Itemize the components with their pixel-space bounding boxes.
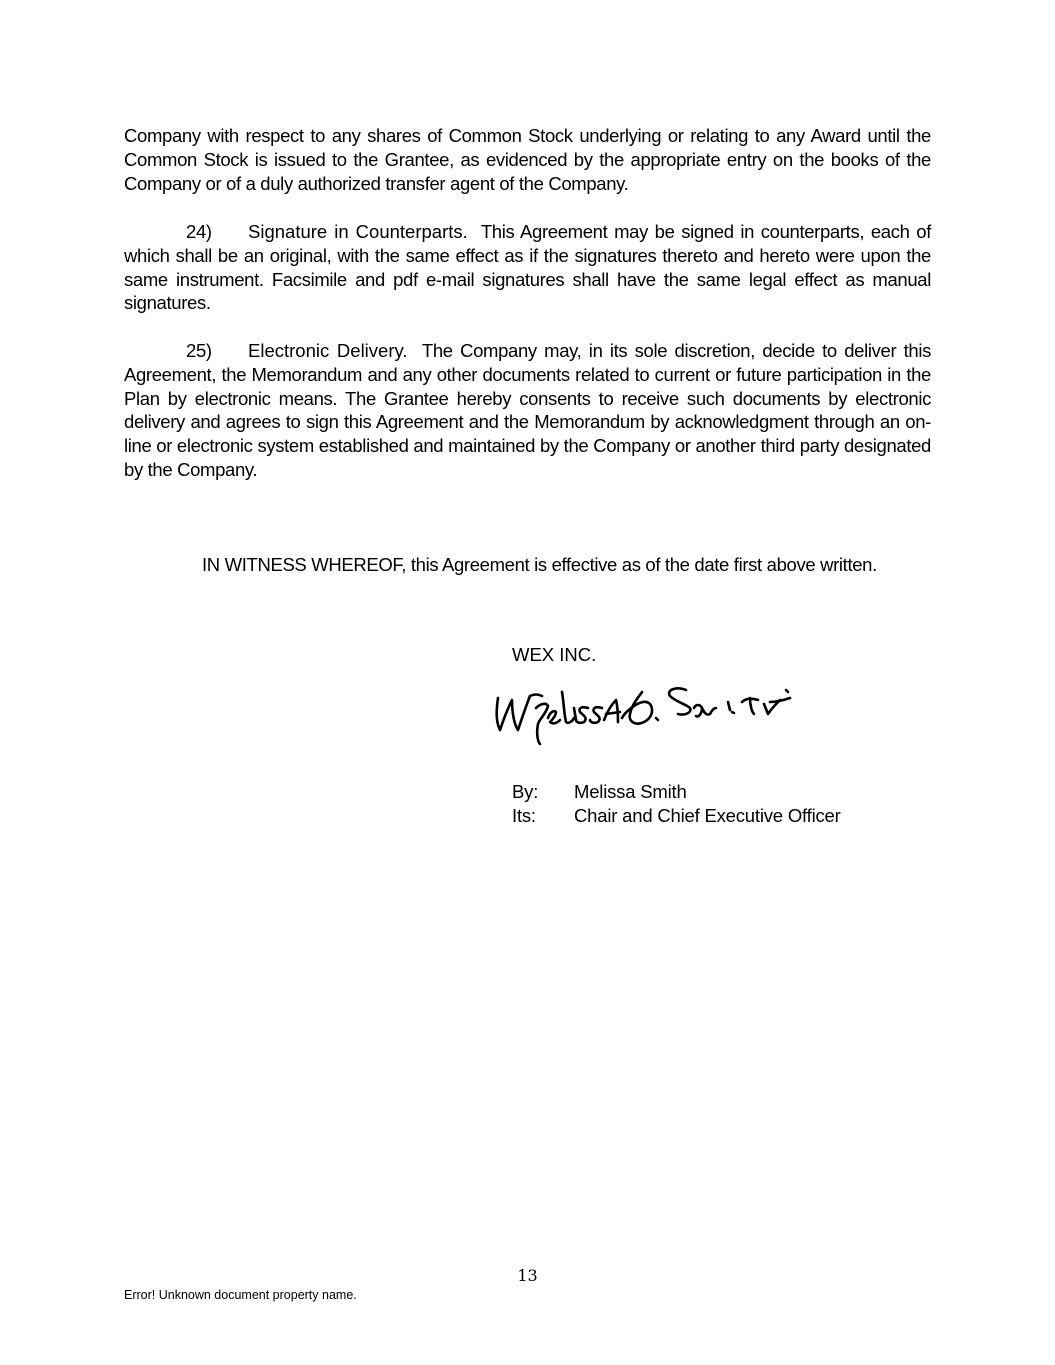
page-number: 13 (517, 1266, 538, 1285)
signature-its-row (512, 804, 841, 828)
section-24 (124, 220, 931, 315)
witness-clause: IN WITNESS WHEREOF, this Agreement is effective as of the date first above written. (202, 554, 877, 575)
by-label: By: (512, 781, 539, 802)
signature-by-row (512, 780, 687, 804)
section-25-heading: Electronic Delivery. (248, 340, 408, 361)
paragraph-continuation: Company with respect to any shares of Common Stock underlying or relating to any Award until the Common Stock is issued to the Grantee, as evidenced by the appropriate entry on the books of the Company or of a duly authorized transfer agent of the Company. (124, 125, 931, 194)
signer-name: Melissa Smith (574, 781, 687, 802)
section-25 (124, 339, 931, 482)
company-name: WEX INC. (512, 644, 597, 665)
signer-title: Chair and Chief Executive Officer (574, 805, 841, 826)
section-25-number: 25) (186, 340, 212, 361)
section-25-text: The Company may, in its sole discretion, decide to deliver this Agreement, the Memorandum and any other documents related to current or future participation in the Plan by electronic means. The Grantee hereby consents to receive such documents by electronic delivery and agrees to sign this Agreement and the Memorandum by acknowledgment through an on-line or electronic system established and maintained by the Company or another third party designated by the Company. (124, 340, 931, 480)
section-24-heading: Signature in Counterparts. (248, 221, 468, 242)
handwritten-signature (490, 678, 835, 750)
section-24-number: 24) (186, 221, 212, 242)
footer-document-code: Error! Unknown document property name. (124, 1288, 357, 1302)
section-24-text: This Agreement may be signed in counterparts, each of which shall be an original, with the same effect as if the signatures thereto and hereto were upon the same instrument. Facsimile and pdf e-mail signatures shall have the same legal effect as manual signatures. (124, 221, 931, 314)
its-label: Its: (512, 805, 536, 826)
